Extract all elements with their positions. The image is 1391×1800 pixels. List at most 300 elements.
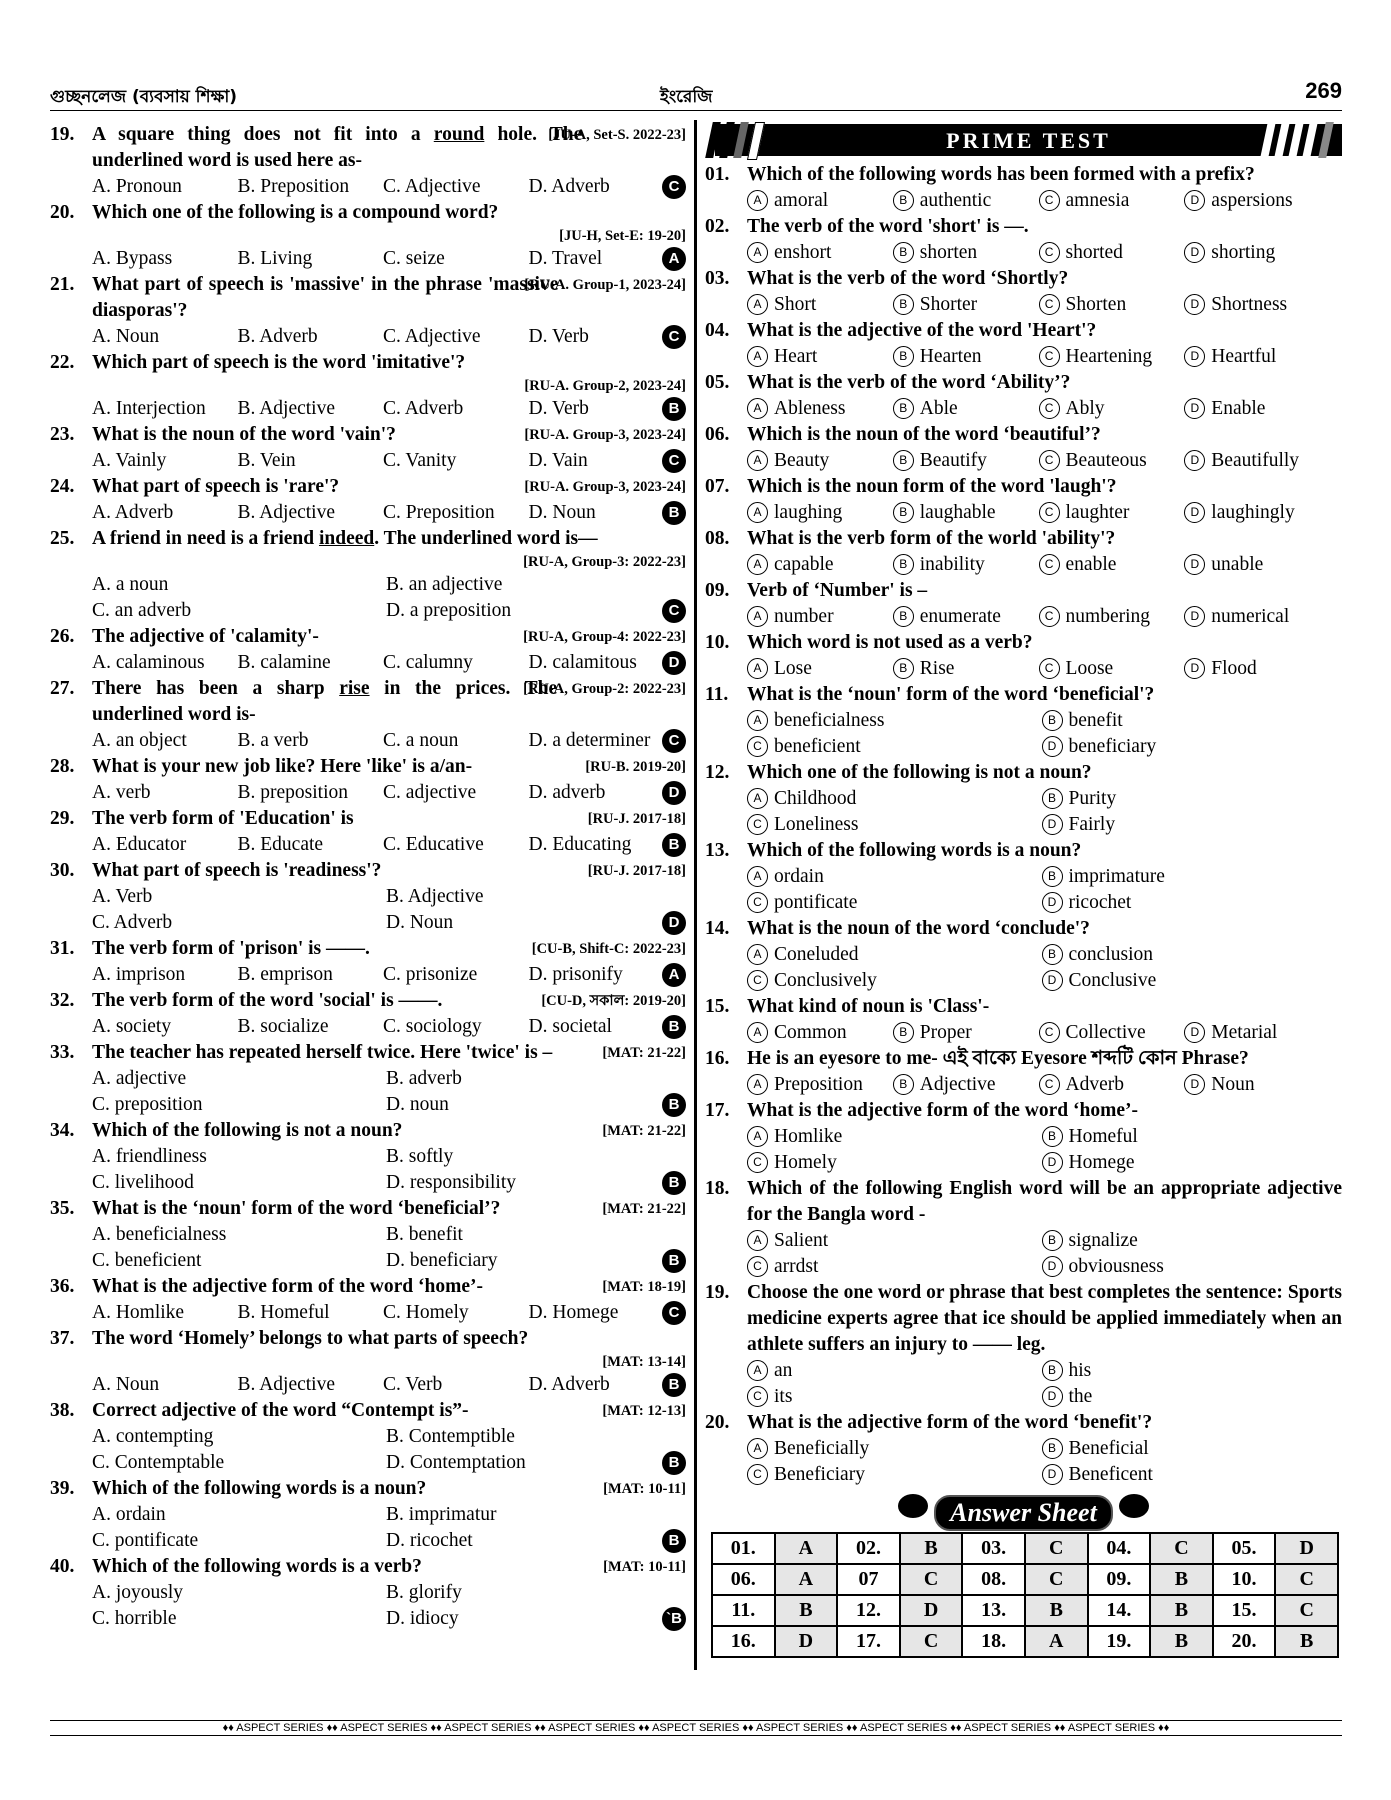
question-stem: The verb form of 'Education' is (92, 808, 354, 829)
option (1042, 1384, 1337, 1410)
option (1042, 1124, 1337, 1150)
option (747, 240, 893, 266)
option (1042, 968, 1337, 994)
question-number: 23. (50, 424, 75, 445)
question-text (705, 214, 1342, 240)
option-list (50, 174, 686, 200)
subject-title: ইংরেজি (660, 87, 713, 107)
option-letter-circle: D (1184, 450, 1205, 471)
question-source: [RU-A. Group-3, 2023-24] (524, 479, 686, 495)
option-letter-circle: A (747, 606, 768, 627)
option-list (50, 324, 686, 350)
option-letter-circle: B (893, 242, 914, 263)
question-item (50, 1476, 686, 1554)
question-text (705, 422, 1342, 448)
option: B. softly (386, 1146, 454, 1167)
option: A. Pronoun (92, 176, 182, 197)
option (1039, 344, 1185, 370)
answer-number: 08. (962, 1564, 1025, 1595)
answer-number: 12. (837, 1595, 900, 1626)
question-number: 13. (705, 840, 730, 861)
question-text (50, 1554, 686, 1580)
option: B. Preposition (237, 176, 350, 197)
option-text: Short (774, 294, 817, 315)
option: A. Noun (92, 326, 160, 347)
banner-stripes-right (1258, 122, 1348, 158)
option-list (50, 572, 686, 624)
question-source: [JU-H, Set-E: 19-20] (559, 228, 686, 244)
answer-badge: C (662, 449, 686, 473)
option: D. a determiner (528, 730, 651, 751)
question-source: [MAT: 21-22] (602, 1045, 686, 1061)
option (1184, 396, 1315, 422)
option (747, 1254, 1042, 1280)
question-source: [RU-B. 2019-20] (585, 759, 686, 775)
option-letter-circle: C (1039, 658, 1060, 679)
question-text (705, 760, 1342, 786)
answer-badge: A (662, 247, 686, 271)
option-text: shorting (1211, 242, 1276, 263)
answer-number: 11. (712, 1595, 775, 1626)
option-text: aspersions (1211, 190, 1293, 211)
answer-badge: `B (662, 1607, 686, 1631)
question-number: 16. (705, 1048, 730, 1069)
question-number: 33. (50, 1042, 75, 1063)
question-item (50, 858, 686, 936)
option-text: Fairly (1068, 814, 1116, 835)
question-stem: Which of the following words has been formed with a prefix? (747, 164, 1255, 185)
question-source: [MAT: 10-11] (603, 1559, 686, 1575)
option-text: obviousness (1068, 1256, 1164, 1277)
question-item (705, 526, 1342, 578)
question-text (705, 1280, 1342, 1358)
option: A. society (92, 1016, 172, 1037)
option-text: imprimature (1068, 866, 1165, 887)
option-text: beneficialness (774, 710, 885, 731)
option (1184, 552, 1315, 578)
answer-letter: C (1025, 1533, 1088, 1564)
option-letter-circle: C (1039, 190, 1060, 211)
option (1184, 292, 1315, 318)
option-text: beneficiary (1068, 736, 1157, 757)
prime-test-title: PRIME TEST (715, 124, 1342, 156)
question-text (705, 838, 1342, 864)
option-text: Beautifully (1211, 450, 1300, 471)
question-number: 06. (705, 424, 730, 445)
question-number: 07. (705, 476, 730, 497)
question-text (50, 676, 686, 728)
option: B. socialize (237, 1016, 329, 1037)
question-number: 09. (705, 580, 730, 601)
option-text: shorted (1065, 242, 1123, 263)
option (747, 812, 1042, 838)
question-stem: Which part of speech is the word 'imitative'? (92, 352, 466, 373)
option-text: pontificate (774, 892, 858, 913)
option-letter-circle: A (747, 398, 768, 419)
question-number: 11. (705, 684, 729, 705)
question-text (50, 1476, 686, 1502)
question-source: [RU-A, Group-3: 2022-23] (523, 554, 686, 570)
question-number: 19. (705, 1282, 730, 1303)
option (747, 500, 893, 526)
question-item (50, 1274, 686, 1326)
question-source: [RU-A. Group-3, 2023-24] (524, 427, 686, 443)
option-text: shorten (919, 242, 978, 263)
answer-badge: B (662, 397, 686, 421)
option-text: Conclusively (774, 970, 877, 991)
option-letter-circle: D (1184, 398, 1205, 419)
question-stem: The adjective of 'calamity'- (92, 626, 319, 647)
option (893, 1020, 1039, 1046)
question-number: 21. (50, 274, 75, 295)
option: A. contempting (92, 1426, 214, 1447)
answer-letter: C (1275, 1564, 1338, 1595)
question-item (50, 676, 686, 754)
option-letter-circle: A (747, 1438, 768, 1459)
option-list (50, 396, 686, 422)
option-list (705, 864, 1342, 916)
option: A. an object (92, 730, 187, 751)
question-number: 34. (50, 1120, 75, 1141)
option-letter-circle: A (747, 294, 768, 315)
option-text: amnesia (1065, 190, 1130, 211)
answer-number: 09. (1088, 1564, 1151, 1595)
option-text: Coneluded (774, 944, 859, 965)
question-stem: What is the verb form of the world 'ability'? (747, 528, 1116, 549)
option-letter-circle: C (1039, 398, 1060, 419)
option-text: Shorten (1065, 294, 1127, 315)
option-list (50, 1424, 686, 1476)
option (893, 552, 1039, 578)
option-letter-circle: D (1184, 502, 1205, 523)
option-text: laughter (1065, 502, 1130, 523)
question-number: 36. (50, 1276, 75, 1297)
option-text: beneficient (774, 736, 861, 757)
option-text: Childhood (774, 788, 857, 809)
option-letter-circle: A (747, 710, 768, 731)
option: C. Adjective (383, 326, 481, 347)
option: D. ricochet (386, 1530, 473, 1551)
option-text: Shortness (1211, 294, 1288, 315)
option: B. Adjective (237, 1374, 335, 1395)
option-text: numbering (1065, 606, 1151, 627)
question-number: 30. (50, 860, 75, 881)
question-stem: What is the noun of the word ‘conclude'? (747, 918, 1090, 939)
option-letter-circle: A (747, 658, 768, 679)
answer-number: 13. (962, 1595, 1025, 1626)
option: A. a noun (92, 574, 169, 595)
option-letter-circle: A (747, 866, 768, 887)
question-stem: Which one of the following is a compound word? (92, 202, 499, 223)
option (1184, 448, 1315, 474)
option (1042, 1462, 1337, 1488)
question-source: [RU-J. 2017-18] (587, 863, 686, 879)
option (1184, 1020, 1315, 1046)
question-number: 25. (50, 528, 75, 549)
header-rule (50, 110, 1342, 111)
option: D. Adverb (528, 1374, 610, 1395)
option (747, 1436, 1042, 1462)
question-item (50, 1398, 686, 1476)
question-item (50, 1554, 686, 1632)
answer-key-row (712, 1626, 1338, 1657)
option-letter-circle: A (747, 1360, 768, 1381)
answer-letter: A (775, 1564, 838, 1595)
option-list (50, 500, 686, 526)
option-list (50, 728, 686, 754)
option-list (705, 396, 1342, 422)
question-number: 18. (705, 1178, 730, 1199)
answer-badge: C (662, 729, 686, 753)
option-letter-circle: C (1039, 1074, 1060, 1095)
option-list (705, 552, 1342, 578)
option-text: Ably (1065, 398, 1105, 419)
question-number: 01. (705, 164, 730, 185)
question-number: 26. (50, 626, 75, 647)
option-letter-circle: D (1042, 970, 1063, 991)
option-text: ordain (774, 866, 824, 887)
option: D. a preposition (386, 600, 512, 621)
option: B. Adverb (237, 326, 318, 347)
option: B. an adjective (386, 574, 503, 595)
heading-dot-right (1119, 1494, 1149, 1518)
question-stem: Which of the following English word will be an appropriate adjective for the Bangla word - (747, 1178, 1342, 1225)
answer-number: 07 (837, 1564, 900, 1595)
option-list (50, 1014, 686, 1040)
option-letter-circle: D (1184, 346, 1205, 367)
question-stem: What is the adjective form of the word ‘home’- (747, 1100, 1138, 1121)
option: D. idiocy (386, 1608, 459, 1629)
option: B. Living (237, 248, 313, 269)
option: D. noun (386, 1094, 449, 1115)
option-text: enumerate (919, 606, 1001, 627)
answer-number: 19. (1088, 1626, 1151, 1657)
option (1039, 1072, 1185, 1098)
option (747, 1072, 893, 1098)
option-letter-circle: D (1042, 892, 1063, 913)
question-source: [MAT: 13-14] (602, 1354, 686, 1370)
option: A. Educator (92, 834, 187, 855)
question-item (50, 122, 686, 200)
option-text: Heartening (1065, 346, 1153, 367)
question-stem: What is the adjective form of the word ‘benefit'? (747, 1412, 1153, 1433)
question-item (705, 916, 1342, 994)
option: B. Contemptible (386, 1426, 515, 1447)
answer-badge: B (662, 1015, 686, 1039)
question-source: [RU-A, Group-2: 2022-23] (523, 681, 686, 697)
option-letter-circle: A (747, 242, 768, 263)
book-title: গুচ্ছনলেজ (ব্যবসায় শিক্ষা) (50, 87, 238, 107)
option-text: Heart (774, 346, 818, 367)
answer-key-row (712, 1533, 1338, 1564)
option-list (705, 942, 1342, 994)
option-text: Hearten (919, 346, 982, 367)
option-list (50, 832, 686, 858)
question-stem: Which is the noun of the word ‘beautiful’? (747, 424, 1101, 445)
option-text: laughable (919, 502, 996, 523)
question-stem-end: . The underlined word is— (374, 528, 598, 549)
option-letter-circle: D (1042, 1152, 1063, 1173)
option-text: laughing (774, 502, 843, 523)
option-letter-circle: D (1042, 1386, 1063, 1407)
question-number: 24. (50, 476, 75, 497)
option: A. Vainly (92, 450, 167, 471)
option: C. Vanity (383, 450, 457, 471)
question-stem: Verb of ‘Number' is – (747, 580, 928, 601)
option (1039, 240, 1185, 266)
option (747, 1228, 1042, 1254)
option: A. ordain (92, 1504, 166, 1525)
answer-letter: B (1025, 1595, 1088, 1626)
question-item (50, 988, 686, 1040)
answer-badge: B (662, 1451, 686, 1475)
option-letter-circle: C (747, 1386, 768, 1407)
option (893, 604, 1039, 630)
question-stem: There has been a sharp (92, 678, 340, 699)
option-list (50, 962, 686, 988)
option-letter-circle: A (747, 1074, 768, 1095)
option-list (50, 448, 686, 474)
option (747, 604, 893, 630)
question-item (50, 624, 686, 676)
option: B. Adjective (386, 886, 484, 907)
option: A. Interjection (92, 398, 206, 419)
question-text (705, 1098, 1342, 1124)
option-letter-circle: A (747, 1022, 768, 1043)
question-stem: Which is the noun form of the word 'laugh'? (747, 476, 1117, 497)
option-letter-circle: C (747, 970, 768, 991)
option-text: Collective (1065, 1022, 1146, 1043)
question-item (50, 272, 686, 350)
option (747, 890, 1042, 916)
question-text (705, 682, 1342, 708)
answer-badge: C (662, 1301, 686, 1325)
option-text: laughingly (1211, 502, 1295, 523)
option (1042, 734, 1337, 760)
option-letter-circle: B (893, 398, 914, 419)
option: A. Homlike (92, 1302, 185, 1323)
question-stem: The verb form of the word 'social' is ——. (92, 990, 443, 1011)
option-list (705, 1228, 1342, 1280)
option: C. adjective (383, 782, 477, 803)
option: D. responsibility (386, 1172, 517, 1193)
option-letter-circle: C (747, 1152, 768, 1173)
option-letter-circle: B (1042, 1360, 1063, 1381)
answer-letter: B (1150, 1595, 1213, 1626)
answer-badge: D (662, 781, 686, 805)
question-number: 22. (50, 352, 75, 373)
question-item (50, 526, 686, 624)
option-text: Beautify (919, 450, 987, 471)
question-item (705, 838, 1342, 916)
question-text (705, 916, 1342, 942)
question-stem: What part of speech is 'massive' in the phrase 'massive diasporas'? (92, 274, 559, 321)
option-text: Adverb (1065, 1074, 1125, 1095)
question-stem: The verb form of 'prison' is ——. (92, 938, 370, 959)
question-source: [MAT: 12-13] (602, 1403, 686, 1419)
option (1042, 1436, 1337, 1462)
question-stem: What is your new job like? Here 'like' is a/an- (92, 756, 473, 777)
option (1042, 890, 1337, 916)
option-text: Loneliness (774, 814, 859, 835)
option: C. Homely (383, 1302, 469, 1323)
question-stem: Correct adjective of the word “Contempt is”- (92, 1400, 469, 1421)
answer-number: 03. (962, 1533, 1025, 1564)
option (893, 292, 1039, 318)
question-stem: What is the ‘noun' form of the word ‘beneficial'? (747, 684, 1155, 705)
option-letter-circle: A (747, 346, 768, 367)
option-text: an (774, 1360, 793, 1381)
option-text: Ableness (774, 398, 846, 419)
option-text: Beauteous (1065, 450, 1147, 471)
question-source: [MAT: 10-11] (603, 1481, 686, 1497)
option (747, 552, 893, 578)
question-source: [MAT: 21-22] (602, 1123, 686, 1139)
answer-number: 17. (837, 1626, 900, 1657)
option-letter-circle: B (893, 346, 914, 367)
answer-sheet-heading (705, 1494, 1342, 1528)
question-number: 02. (705, 216, 730, 237)
option-text: conclusion (1068, 944, 1153, 965)
question-stem: The teacher has repeated herself twice. Here 'twice' is – (92, 1042, 553, 1063)
option-letter-circle: B (1042, 944, 1063, 965)
question-stem-end: in the prices. The underlined word is- (92, 678, 558, 725)
answer-badge: B (662, 1249, 686, 1273)
question-stem: He is an eyesore to me- এই বাক্যে Eyesore শব্দটি কোন Phrase? (747, 1048, 1249, 1069)
option (747, 942, 1042, 968)
question-text (50, 422, 686, 448)
option: A. Bypass (92, 248, 173, 269)
answer-number: 02. (837, 1533, 900, 1564)
option (893, 1072, 1039, 1098)
option-text: authentic (919, 190, 992, 211)
option: B. Educate (237, 834, 324, 855)
question-item (50, 1196, 686, 1274)
option-letter-circle: B (1042, 866, 1063, 887)
question-item (705, 1098, 1342, 1176)
option-list (705, 604, 1342, 630)
option-text: Salient (774, 1230, 829, 1251)
answer-letter: C (900, 1626, 963, 1657)
question-text (705, 994, 1342, 1020)
question-number: 20. (50, 202, 75, 223)
option: A. verb (92, 782, 151, 803)
answer-badge: B (662, 501, 686, 525)
option: D. Vain (528, 450, 588, 471)
option-letter-circle: C (1039, 450, 1060, 471)
question-text (50, 1326, 686, 1352)
answer-badge: C (662, 175, 686, 199)
option: A. imprison (92, 964, 186, 985)
underlined-word: round (433, 124, 485, 145)
option-text: enshort (774, 242, 832, 263)
option-list (705, 448, 1342, 474)
question-text (50, 624, 686, 650)
question-item (705, 318, 1342, 370)
option-text: Beneficially (774, 1438, 870, 1459)
answer-letter: A (1025, 1626, 1088, 1657)
question-text (705, 1046, 1342, 1072)
question-text (705, 266, 1342, 292)
answer-number: 04. (1088, 1533, 1151, 1564)
option (747, 864, 1042, 890)
question-number: 12. (705, 762, 730, 783)
option: B. calamine (237, 652, 331, 673)
question-number: 27. (50, 678, 75, 699)
option (1039, 448, 1185, 474)
option (747, 734, 1042, 760)
answer-number: 18. (962, 1626, 1025, 1657)
